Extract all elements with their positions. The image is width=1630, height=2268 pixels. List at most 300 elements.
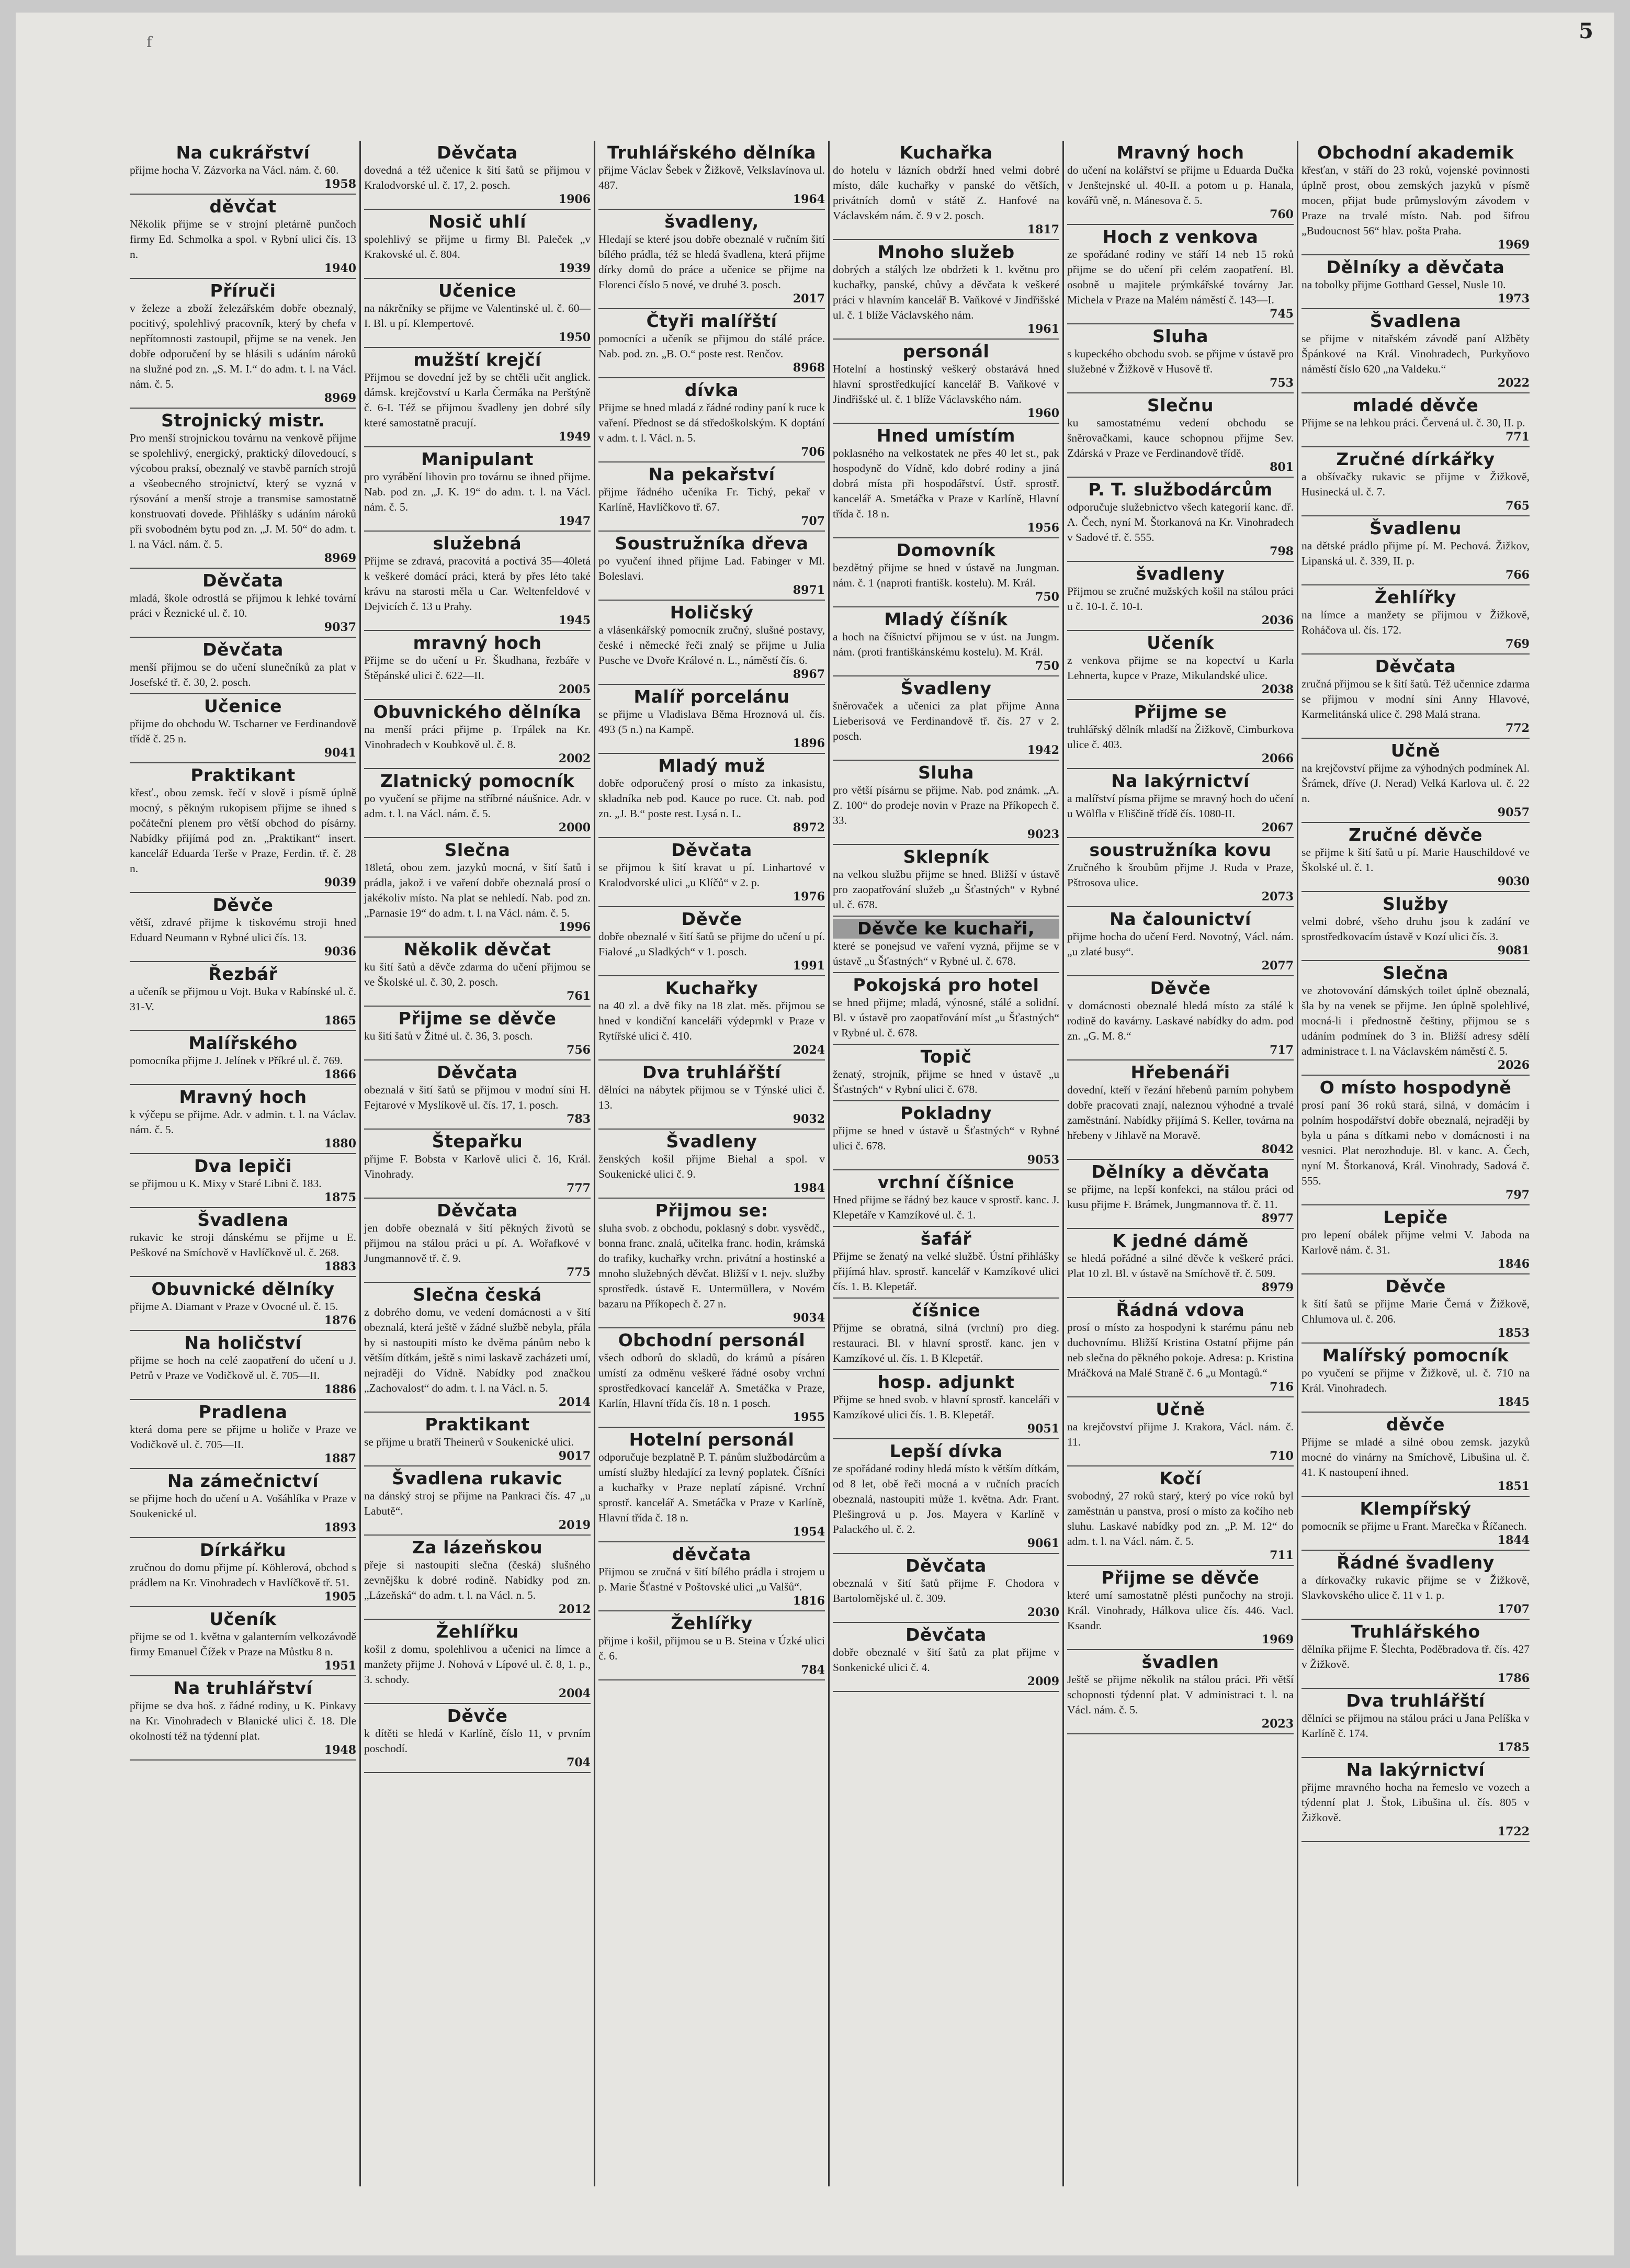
classified-ad	[1301, 255, 1530, 309]
classified-ad	[1067, 907, 1294, 976]
ad-heading: Děvčata	[202, 639, 284, 660]
classified-ad	[364, 700, 591, 769]
classified-ad	[1067, 838, 1294, 907]
ad-heading: Mladý číšník	[884, 609, 1008, 629]
ad-code: 766	[1506, 568, 1530, 582]
ad-heading: Žehlířky	[671, 1613, 753, 1633]
classified-ad	[130, 279, 356, 409]
ad-heading: Na lakýrnictví	[1346, 1759, 1485, 1780]
ad-text: z venkova přijme se na kopectví u Karla Lehnerta, kupce v Praze, Mikulandské ulice.	[1067, 654, 1294, 682]
ad-heading: Mravný hoch	[179, 1087, 307, 1107]
classified-ad	[598, 532, 825, 601]
ad-heading: mužští krejčí	[413, 349, 541, 370]
classified-ad	[1301, 1551, 1530, 1620]
ad-text: na tobolky přijme Gotthard Gessel, Nusle 10.	[1301, 278, 1506, 291]
column-6	[1298, 141, 1533, 2186]
ad-heading: Řádná vdova	[1116, 1300, 1245, 1320]
classified-ad	[130, 409, 356, 569]
ad-code: 9034	[793, 1311, 825, 1325]
ad-code: 710	[1270, 1449, 1294, 1463]
ad-text: přeje si nastoupiti slečna (česká) slušného zevnějšku k dobré rodině. Nabídky pod zn. „Lázeňská“ do adm. t. l. na Václ. n. 5.	[364, 1559, 591, 1601]
ad-code: 9017	[558, 1449, 591, 1463]
ad-text: do učení na kolářství se přijme u Eduarda Dučka v Jenštejnské ul. 40-II. a potom u p. Hanala, kovářů vně, n. Mánesova č. 5.	[1067, 164, 1294, 207]
ad-text: větší, zdravé přijme k tiskovému stroji hned Eduard Neumann v Rybné ulici čís. 13.	[130, 916, 356, 944]
ad-heading: Učně	[1156, 1399, 1205, 1419]
ad-code: 1886	[324, 1383, 356, 1396]
ad-heading: Děvče	[681, 909, 742, 929]
ad-text: dobrých a stálých lze obdržeti k 1. květnu pro kuchařky, panské, chůvy a děvčata k veškeré práci v hlavním kancelář B. Vaňkové v Jindřišské ul. č. 1 blíže Václavského nám.	[833, 263, 1059, 321]
classified-ad	[364, 141, 591, 210]
ad-text: Přijme se hned mladá z řádné rodiny paní k ruce k vaření. Přednost se dá středoškolským. K doptání v adm. t. l. Václ. n. 5.	[598, 401, 825, 444]
column-5	[1064, 141, 1298, 2186]
ad-heading: číšnice	[912, 1300, 980, 1321]
classified-ad	[130, 1676, 356, 1761]
ad-text: košil z domu, spolehlivou a učenici na límce a manžety přijme J. Nohová v Lípové ul. č. 8, 1. p., 3. schody.	[364, 1643, 591, 1686]
ad-code: 1883	[324, 1260, 356, 1273]
ad-code: 1950	[558, 331, 591, 344]
ad-code: 1964	[793, 193, 825, 206]
classified-ad	[598, 754, 825, 838]
ad-code: 2023	[1261, 1717, 1294, 1731]
ad-text: ve zhotovování dámských toilet úplně obeznalá, šla by na venek se přijme. Jen úplně spolehlivé, mocná-li i přednostně češtiny, přijmou se s udáním podmínek do 3 in. Bližší adresy sdělí administrace t. l. na Václavském náměstí č. 5.	[1301, 984, 1530, 1057]
ad-code: 2038	[1261, 683, 1294, 696]
classified-ad	[1067, 1060, 1294, 1160]
ad-text: ze spořádané rodiny hledá místo k větším dítkám, od 8 let, obě řeči mocná a v ručních pracích obeznalá, nastoupiti může 1. května. Adr. Frant. Plešingrová u p. Jos. Mayera v Karlíně v Palackého ul. č. 2.	[833, 1462, 1059, 1536]
ad-code: 777	[567, 1181, 591, 1195]
ad-heading: Sluha	[918, 762, 974, 783]
ad-text: se přijmou u K. Mixy v Staré Libni č. 183.	[130, 1177, 322, 1190]
classified-ad	[1301, 1758, 1530, 1842]
ad-text: a dírkovačky rukavic přijme se v Žižkově, Slavkovského ulice č. 11 v 1. p.	[1301, 1574, 1530, 1601]
ad-text: na límce a manžety se přijmou v Žižkově, Roháčova ul. čís. 172.	[1301, 608, 1530, 636]
ad-text: rukavic ke stroji dánskému se přijme u E. Peškové na Smíchově v Havlíčkově ul. č. 268.	[130, 1231, 356, 1259]
ad-code: 1948	[324, 1743, 356, 1757]
classified-ad	[833, 424, 1059, 538]
classified-ad	[364, 938, 591, 1007]
ad-text: z dobrého domu, ve vedení domácnosti a v šití obeznalá, která ještě v žádné službě nebyla, přála by si nastoupiti místo ke dvěma pánům nebo k větším dítkám, ještě s nimi laskavě zacházeti umí, nejraději do Vídně. Nabídky pod značkou „Zachovalost“ do adm. t. l. na Václ. n. 5.	[364, 1306, 591, 1394]
ad-heading: Praktikant	[190, 765, 296, 785]
ad-text: dovední, kteří v řezání hřebenů parním pohybem dobře pracovati znají, naleznou výhodné a trvalé zaměstnání. Nabídky přijímá S. Keller, továrna na hřebeny v Jihlavě na Moravě.	[1067, 1084, 1294, 1142]
classified-ad	[1301, 309, 1530, 393]
ad-code: 8972	[793, 821, 825, 834]
ad-heading: Přijme se	[1134, 702, 1227, 722]
ad-text: se přijme k šití šatů u pí. Marie Hauschildové ve Školské ul. č. 1.	[1301, 846, 1530, 874]
ad-heading: Topič	[920, 1046, 972, 1067]
ad-heading: Mravný hoch	[1116, 142, 1244, 163]
ad-code: 1893	[324, 1521, 356, 1534]
ad-text: ze spořádané rodiny ve stáří 14 neb 15 roků přijme se do učení při celém zaopatření. Bl. osobně u majitele prýmkářské továrny Jar. Michela v Praze na Malém náměstí č. 143—I.	[1067, 248, 1294, 306]
ad-code: 1816	[793, 1594, 825, 1608]
ad-heading: Malíř porcelánu	[633, 686, 790, 707]
ad-text: Přijme se mladé a silné obou zemsk. jazyků mocné do vinárny na Smíchově, Libušina ul. č. 41. K nastoupení ihned.	[1301, 1436, 1530, 1479]
ad-heading: Na holičství	[184, 1333, 302, 1353]
ad-heading: Řezbář	[208, 964, 278, 984]
ad-heading: Děvče	[1385, 1276, 1446, 1296]
classified-ad	[1067, 1650, 1294, 1734]
ad-text: se přijme u Vladislava Běma Hroznová ul. čís. 493 (5 n.) na Kampě.	[598, 708, 825, 736]
ad-text: velmi dobré, všeho druhu jsou k zadání ve sprostředkovacím ústavě v Kozí ulici čís. 3.	[1301, 915, 1530, 943]
ad-text: menší přijmou se do učení slunečníků za plat v Josefské tř. č. 30, 2. posch.	[130, 661, 356, 689]
ad-text: odporučuje bezplatně P. T. pánům službodárcům a umístí služby hledající za levný poplatek. Číšníci a kuchařky v Praze neplatí zápisné. Vrchní sprostř. kancelář A. Smetáčka v Praze v Karlíně, Hlavní třída č. 18 n.	[598, 1451, 825, 1524]
page-number: 5	[1579, 19, 1593, 43]
ad-heading: Truhlářského	[1351, 1621, 1480, 1642]
classified-ad	[598, 907, 825, 976]
ad-heading: mladé děvče	[1352, 395, 1479, 415]
ad-code: 760	[1270, 208, 1294, 221]
ad-text: na velkou službu přijme se hned. Bližší v ústavě pro zaopatřování služeb „u Šťastných“ v Rybné ul. č. 678.	[833, 868, 1059, 911]
ad-text: na menší práci přijme p. Trpálek na Kr. Vinohradech v Koubkově ul. č. 8.	[364, 723, 591, 751]
ad-text: přijme se hoch na celé zaopatření do učení u J. Petrů v Praze ve Vodičkově ul. č. 705—II.	[130, 1354, 356, 1382]
ad-text: 18letá, obou zem. jazyků mocná, v šití šatů i prádla, jakož i ve vaření dobře obeznalá prosí o jakékoliv místo. Na plat se nehledí. Nab. pod zn. „Parnasie 19“ do adm. t. l. na Václ. nám. č. 5.	[364, 861, 591, 919]
ad-code: 2000	[558, 821, 591, 834]
ad-heading: Mnoho služeb	[877, 242, 1015, 262]
ad-code: 1955	[793, 1411, 825, 1424]
ad-heading: Truhlářského dělníka	[607, 142, 817, 163]
classified-ad	[1067, 1229, 1294, 1298]
ad-text: dobře obeznalé v šití šatů se přijme do učení u pí. Fialové „u Sladkých“ v 1. posch.	[598, 930, 825, 958]
ad-code: 1906	[558, 193, 591, 206]
ad-text: které umí samostatně plésti punčochy na stroji. Král. Vinohrady, Hálkova ulice čís. 446. Vacl. Ksandr.	[1067, 1589, 1294, 1632]
ad-text: pomocníka přijme J. Jelínek v Příkré ul. č. 769.	[130, 1054, 343, 1067]
ad-code: 1984	[793, 1181, 825, 1195]
classified-ad	[598, 1611, 825, 1680]
ad-heading: Příruči	[210, 280, 276, 301]
ad-text: přijme se hned v ústavě u Šťastných“ v Rybné ulici č. 678.	[833, 1124, 1059, 1152]
classified-ad	[130, 1538, 356, 1607]
classified-ad	[1301, 739, 1530, 823]
classified-ad	[130, 694, 356, 763]
ad-heading: děvčata	[672, 1544, 751, 1564]
ad-code: 9051	[1027, 1422, 1059, 1436]
ad-text: dělníci se přijmou na stálou práci u Jana Pelíška v Karlíně č. 174.	[1301, 1712, 1530, 1740]
classified-ad	[598, 378, 825, 462]
ad-text: Hledají se které jsou dobře obeznalé v ručním šití bílého prádla, též se hledá švadlena, která přijme dírky domů do práce a učenice se přijme na Florenci číslo 5 nové, ve druhé 3. posch.	[598, 233, 825, 291]
ad-heading: šafář	[920, 1228, 972, 1249]
ad-text: dobře odporučený prosí o místo za inkasistu, skladníka neb pod. Kauce po ruce. Ct. nab. pod zn. „J. B.“ poste rest. Lysá n. L.	[598, 777, 825, 820]
ad-code: 1960	[1027, 407, 1059, 420]
classified-ad	[1301, 1413, 1530, 1497]
ad-text: po vyučení se přijme v Žižkově, ul. č. 710 na Král. Vinohradech.	[1301, 1367, 1530, 1394]
ad-heading: Pokojská pro hotel	[853, 975, 1039, 995]
ad-text: přijme řádného učeníka Fr. Tichý, pekař v Karlíně, Havlíčkovo tř. 67.	[598, 486, 825, 513]
ad-heading: Za lázeňskou	[412, 1537, 543, 1558]
ad-heading: Kuchařka	[899, 142, 993, 163]
ad-text: na nákrčníky se přijme ve Valentinské ul. č. 60—I. Bl. u pí. Klempertové.	[364, 302, 591, 330]
ad-heading: Švadlena rukavic	[392, 1468, 563, 1488]
classified-ad	[130, 1607, 356, 1676]
classified-ad	[1067, 1298, 1294, 1397]
ad-text: zručná přijmou se k šití šatů. Též učennice zdarma se přijmou v modní síni Anny Hlavové, Karmelitánská ulice č. 298 Malá strana.	[1301, 678, 1530, 720]
ad-text: v železe a zboží železářském dobře obeznalý, pocitivý, spolehlivý pracovník, který by chefa v nepřítomnosti zastoupil, přijme se na venek. Jen dobře odporučení by se hlásili s udáním nároků na služné pod zn. „S. M. I.“ do adm. t. l. na Václ. nám. č. 5.	[130, 302, 356, 390]
ad-code: 1887	[324, 1452, 356, 1465]
ad-heading: Na pekařství	[648, 464, 775, 484]
ad-text: k dítěti se hledá v Karlíně, číslo 11, v prvním poschodí.	[364, 1727, 591, 1755]
classified-ad	[1067, 1466, 1294, 1566]
ad-heading: O místo hospodyně	[1319, 1077, 1512, 1098]
ad-text: obeznalá v šití šatů se přijmou v modní síni H. Fejtarové v Myslíkově ul. čís. 17, 1. posch.	[364, 1084, 591, 1111]
ad-code: 2030	[1027, 1606, 1059, 1619]
classified-ad	[364, 769, 591, 838]
ad-text: na krejčovství přijme za výhodných podmínek Al. Šrámek, dříve (J. Nerad) Velká Karlova ul. č. 22 n.	[1301, 762, 1530, 805]
classified-ad	[130, 638, 356, 694]
ad-heading: vrchní číšnice	[877, 1172, 1015, 1192]
ad-code: 8969	[324, 391, 356, 405]
classified-ad	[364, 1283, 591, 1413]
classified-ad	[1067, 1397, 1294, 1466]
ad-code: 9032	[793, 1112, 825, 1126]
ad-text: Přijme se obratná, silná (vrchní) pro dieg. restauraci. Bl. v hlavní sprostř. kanc. jen v Kamzíkové ul. čís. 1. B Klepetář.	[833, 1322, 1059, 1364]
classified-ad	[1301, 1497, 1530, 1551]
classified-ad	[364, 1060, 591, 1130]
ad-heading: Obchodní akademik	[1317, 142, 1514, 163]
ad-code: 761	[567, 989, 591, 1003]
ad-code: 8967	[793, 668, 825, 681]
ad-heading: Lepší dívka	[889, 1441, 1003, 1461]
classified-ad	[130, 893, 356, 962]
ad-code: 798	[1270, 545, 1294, 558]
ad-code: 2036	[1261, 614, 1294, 627]
ad-text: křesť., obou zemsk. řečí v slově i písmě úplně mocný, s pěkným rukopisem přijme se ihned s počáteční plenem pro větší obchod do písárny. Nabídky přijímá pod zn. „Praktikant“ insert. kancelář Eduarda Terše v Praze, Ferdin. tř. č. 28 n.	[130, 786, 356, 875]
ad-code: 1851	[1497, 1480, 1530, 1493]
ad-text: truhlářský dělník mladší na Žižkově, Cimburkova ulice č. 403.	[1067, 723, 1294, 751]
ad-heading: Služby	[1383, 894, 1448, 914]
ad-code: 1969	[1497, 238, 1530, 252]
ad-text: k výčepu se přijme. Adr. v admin. t. l. na Václav. nám. č. 5.	[130, 1108, 356, 1136]
classified-ad	[598, 1328, 825, 1428]
ad-heading: služebná	[433, 533, 522, 554]
ad-code: 745	[1270, 307, 1294, 321]
ad-heading: Učeník	[1147, 633, 1214, 653]
ad-code: 2005	[558, 683, 591, 696]
ad-text: Přijme se zdravá, pracovitá a poctivá 35—40letá k veškeré domácí práci, která by přes léto také krávu na starosti měla u Car. Weltenfeldové v Dejvicích č. 13 u Prahy.	[364, 555, 591, 613]
ad-code: 2002	[558, 752, 591, 765]
ad-heading: Děvče ke kuchaři,	[833, 919, 1059, 939]
ad-code: 2009	[1027, 1675, 1059, 1688]
ad-text: bezdětný přijme se hned v ústavě na Jungman. nám. č. 1 (naproti františk. kostelu). M. Král.	[833, 561, 1059, 589]
ad-heading: Sklepník	[903, 847, 989, 867]
ad-code: 9041	[324, 746, 356, 760]
ad-heading: Obuvnického dělníka	[373, 702, 582, 722]
ad-heading: Učně	[1390, 740, 1441, 761]
ad-code: 1722	[1497, 1825, 1530, 1838]
ad-heading: Lepiče	[1383, 1207, 1448, 1227]
ad-heading: švadlen	[1141, 1652, 1219, 1672]
ad-heading: Nosič uhlí	[428, 211, 526, 232]
ad-heading: Děvče	[212, 895, 274, 915]
ad-code: 8977	[1261, 1212, 1294, 1225]
ad-code: 801	[1270, 460, 1294, 474]
classified-ad	[1301, 1205, 1530, 1274]
ad-code: 9057	[1497, 806, 1530, 819]
ad-heading: Děvčata	[437, 142, 518, 163]
ad-heading: Hned umístím	[877, 425, 1015, 446]
ad-text: a učeník se přijmou u Vojt. Buka v Rabínské ul. č. 31-V.	[130, 985, 356, 1013]
ad-text: přijme hocha V. Zázvorka na Václ. nám. č. 60.	[130, 164, 339, 176]
ad-text: ku šití šatů v Žitné ul. č. 36, 3. posch.	[364, 1030, 533, 1042]
classified-ad	[1067, 324, 1294, 393]
ad-text: křesťan, v stáří do 23 roků, vojenské povinnosti úplně prost, obou zemských jazyků v písmě mocen, přijat bude průmyslovým závodem v Praze na trvalé místo. Nab. pod šifrou „Budoucnost 56“ hlav. pošta Praha.	[1301, 164, 1530, 237]
ad-heading: Děvčata	[905, 1624, 987, 1645]
ad-text: a vlásenkářský pomocník zručný, slušné postavy, české i německé řeči znalý se přijme u Julia Pusche ve Dvoře Králové n. L., náměstí čís. 6.	[598, 624, 825, 667]
classified-ad	[598, 685, 825, 754]
ad-code: 9053	[1027, 1153, 1059, 1167]
classified-ad	[130, 1085, 356, 1154]
ad-heading: děvčat	[209, 196, 277, 217]
classified-ad	[130, 1154, 356, 1208]
classified-ad	[364, 1007, 591, 1060]
classified-ad	[364, 1620, 591, 1704]
classified-ad	[1301, 1344, 1530, 1413]
classified-ad	[1301, 1689, 1530, 1758]
classified-ad	[1067, 562, 1294, 631]
ad-code: 1961	[1027, 322, 1059, 336]
ad-heading: mravný hoch	[413, 633, 542, 653]
ad-heading: K jedné dámě	[1112, 1231, 1249, 1251]
ad-code: 2026	[1497, 1058, 1530, 1072]
ad-code: 1817	[1027, 223, 1059, 236]
classified-ad	[130, 1331, 356, 1400]
classified-ad	[364, 1704, 591, 1773]
classified-ad	[833, 1227, 1059, 1299]
ad-code: 797	[1506, 1188, 1530, 1202]
ad-heading: Na truhlářství	[173, 1678, 313, 1698]
classified-ad	[364, 631, 591, 700]
ad-text: Zručného k šroubům přijme J. Ruda v Praze, Pštrosova ulice.	[1067, 861, 1294, 889]
ad-code: 1958	[324, 177, 356, 191]
ad-heading: Zlatnický pomocník	[380, 771, 575, 791]
classified-ad	[833, 1439, 1059, 1554]
ad-text: Přijmou se zručná v šití bílého prádla i strojem u p. Marie Šťastné v Poštovské ulici „u Valšů“.	[598, 1565, 825, 1593]
classified-ad	[1067, 225, 1294, 324]
classified-ad	[598, 1060, 825, 1130]
ad-code: 2004	[558, 1687, 591, 1700]
classified-ad	[598, 210, 825, 309]
column-3	[595, 141, 830, 2186]
ad-heading: hosp. adjunkt	[877, 1372, 1015, 1392]
ad-heading: Děvčata	[437, 1062, 518, 1082]
ad-heading: Děvčata	[905, 1555, 987, 1576]
column-1	[127, 141, 361, 2186]
ad-code: 1942	[1027, 743, 1059, 757]
ad-heading: Klempířský	[1360, 1498, 1471, 1519]
ad-text: přijme Václav Šebek v Žižkově, Velkslavínova ul. 487.	[598, 164, 825, 191]
ad-code: 2014	[558, 1395, 591, 1409]
ad-code: 769	[1506, 637, 1530, 651]
ad-code: 1996	[558, 920, 591, 934]
ad-heading: Dělníky a děvčata	[1091, 1161, 1270, 1182]
ad-heading: Štepařku	[432, 1131, 523, 1152]
ad-heading: dívka	[684, 380, 739, 400]
ad-code: 2017	[793, 292, 825, 306]
classified-ad	[364, 838, 591, 938]
ad-text: Přijme se hned svob. v hlavní sprostř. kanceláři v Kamzíkové ulici čís. 1. B. Klepetář.	[833, 1393, 1059, 1421]
ad-heading: Soustružníka dřeva	[615, 533, 809, 554]
ad-code: 783	[567, 1112, 591, 1126]
newspaper-page	[16, 13, 1614, 2255]
ad-heading: Žehlířky	[1374, 587, 1457, 607]
classified-ad	[598, 1199, 825, 1328]
ad-code: 1940	[324, 262, 356, 275]
ad-code: 707	[801, 514, 825, 528]
classified-ad	[598, 1130, 825, 1199]
ad-text: Hned přijme se řádný bez kauce v sprostř. kanc. J. Klepetáře v Kamzíkové ul. č. 1.	[833, 1193, 1059, 1221]
ad-heading: Kočí	[1159, 1468, 1202, 1488]
ad-text: Pro menší strojnickou továrnu na venkově přijme se spolehlivý, energický, praktický dílovedoucí, s výcobou praksí, obeznalý ve stavbě parních strojů a všeobecného strojnictví, který se vyzná v rýsování a menší stroje a transmise samostatně konstruovati dovede. Přihlášky s udáním nároků při svobodném bytu pod zn. „J. M. 50“ do adm. t. l. na Václ. nám. č. 5.	[130, 432, 356, 550]
ad-heading: švadleny	[1136, 563, 1225, 584]
ad-heading: Na lakýrnictví	[1111, 771, 1250, 791]
ad-code: 784	[801, 1663, 825, 1677]
classified-ad	[598, 309, 825, 378]
ad-code: 771	[1506, 430, 1530, 444]
ad-text: obeznalá v šití šatů přijme F. Chodora v Bartolomějské ul. č. 309.	[833, 1577, 1059, 1605]
classified-ad	[130, 195, 356, 279]
ad-code: 9061	[1027, 1537, 1059, 1550]
ad-text: Ještě se přijme několik na stálou práci. Při větší schopnosti týdenní plat. V administraci t. l. na Václ. nám. č. 5.	[1067, 1673, 1294, 1716]
ad-code: 2024	[793, 1043, 825, 1057]
ad-text: Hotelní a hostinský veškerý obstarává hned hlavní sprostředkující kancelář B. Vaňkové v Jindřišské ul. č. 1 blíže Václavského nám.	[833, 363, 1059, 405]
ad-code: 750	[1035, 659, 1059, 673]
ad-code: 711	[1270, 1549, 1294, 1562]
ad-heading: Dva lepiči	[194, 1156, 292, 1176]
classified-ad	[130, 1469, 356, 1538]
classified-ad	[833, 1554, 1059, 1623]
ad-code: 9081	[1497, 944, 1530, 957]
ad-code: 717	[1270, 1043, 1294, 1057]
ad-text: pro lepení obálek přijme velmi V. Jaboda na Karlově nám. č. 31.	[1301, 1228, 1530, 1256]
ad-text: se hned přijme; mladá, výnosné, stálé a solidní. Bl. v ústavě pro zaopatřování míst „u Šťastných“ v Rybné ul. č. 678.	[833, 996, 1059, 1039]
classified-ad	[598, 838, 825, 907]
ad-heading: Děvče	[1150, 978, 1211, 998]
ad-code: 1707	[1497, 1603, 1530, 1616]
ad-code: 1969	[1261, 1633, 1294, 1646]
ad-heading: děvče	[1386, 1414, 1445, 1435]
ad-text: po vyučení ihned přijme Lad. Fabinger v Ml. Boleslavi.	[598, 555, 825, 582]
classified-ad	[833, 607, 1059, 676]
ad-heading: Sluha	[1152, 326, 1208, 346]
ad-code: 2022	[1497, 376, 1530, 390]
ad-text: přijme se dva hoš. z řádné rodiny, u K. Pinkavy na Kr. Vinohradech v Blanické ulici č. 18. Dle okolností též na týdenní plat.	[130, 1699, 356, 1742]
ad-text: která doma pere se přijme u holiče v Praze ve Vodičkově ul. č. 705—II.	[130, 1423, 356, 1451]
ad-heading: Učenice	[204, 696, 282, 716]
ad-heading: Slečna česká	[413, 1284, 542, 1305]
ad-heading: Několik děvčat	[403, 939, 551, 960]
classified-ad	[364, 1130, 591, 1199]
classified-ad	[598, 1428, 825, 1542]
ad-heading: P. T. službodárcům	[1088, 479, 1273, 500]
classified-ad	[130, 962, 356, 1031]
ad-text: mladá, škole odrostlá se přijmou k lehké tovární práci v Řeznické ul. č. 10.	[130, 592, 356, 619]
classified-ad	[1301, 447, 1530, 516]
ad-code: 9030	[1497, 875, 1530, 888]
ad-heading: Na čalounictví	[1110, 909, 1251, 929]
ad-text: přijme do obchodu W. Tscharner ve Ferdinandově třídě č. 25 n.	[130, 717, 356, 745]
ad-heading: Praktikant	[425, 1414, 530, 1435]
classified-ad	[1301, 892, 1530, 961]
ad-text: které se ponejsud ve vaření vyzná, přijme se v ústavě „u Šťastných“ v Rybné ul. č. 678.	[833, 940, 1059, 967]
classified-ad	[130, 1031, 356, 1085]
ad-code: 1976	[793, 890, 825, 904]
ad-heading: Slečna	[444, 840, 511, 860]
classified-ad	[1301, 961, 1530, 1076]
classified-ad	[364, 1413, 591, 1466]
ad-heading: Děvčata	[671, 840, 752, 860]
ad-text: ku samostatnému vedení obchodu se šněrovačkami, kauce schopnou přijme Sev. Zdárská v Praze ve Ferdinandově třídě.	[1067, 416, 1294, 459]
ad-heading: Přijme se děvče	[398, 1008, 557, 1029]
ad-text: prosí o místo za hospodyni k starému pánu neb duchovnímu. Bližší Kristina Ostatní přijme pán neb slečna do pěkného pokoje. Adresa: p. Kristina Mráčková na Malé Straně č. 6 „u Montagů.“	[1067, 1321, 1294, 1379]
ad-text: poklasného na velkostatek ne přes 40 let st., pak hospodyně do Vídně, kdo dobré rodiny a jiná dobrá místa při hospodářství. Ústř. sprostř. kancelář A. Smetáčka v Praze v Karlíně, Hlavní třída č. 18 n.	[833, 447, 1059, 520]
ad-heading: Malířský pomocník	[1322, 1345, 1509, 1366]
classified-ad	[130, 1400, 356, 1469]
